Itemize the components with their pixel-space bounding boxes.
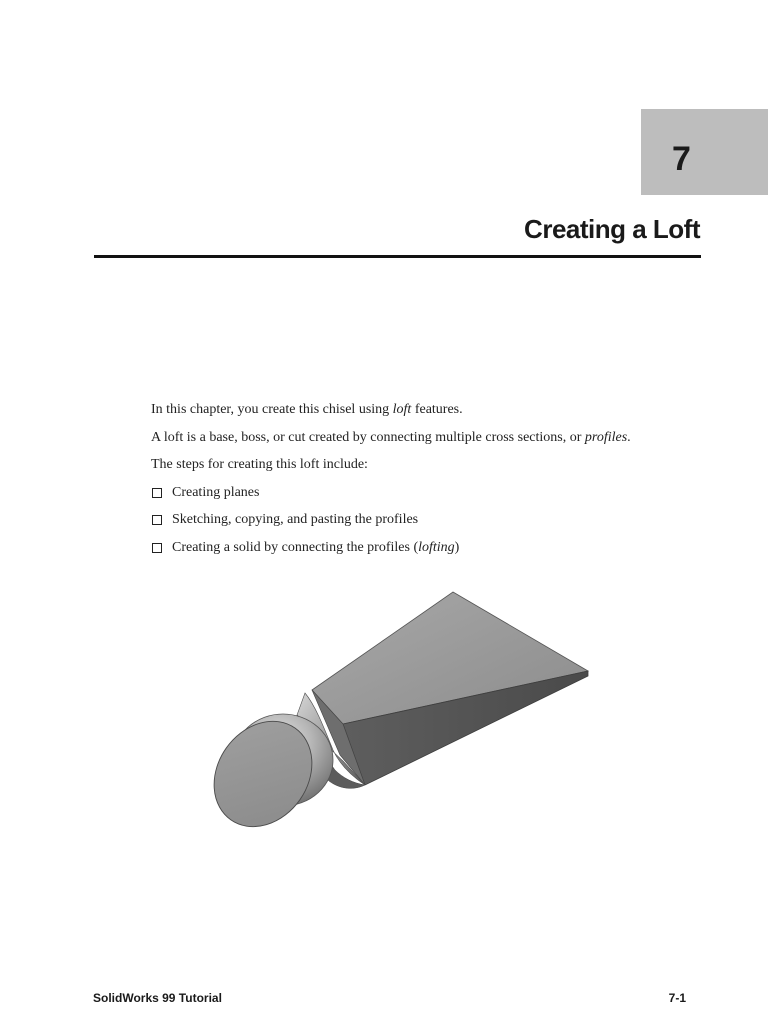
checkbox-icon [152, 515, 162, 525]
intro-paragraph [151, 401, 711, 419]
definition-paragraph [151, 429, 711, 447]
steps-intro: The steps for creating this loft include: [151, 457, 368, 472]
checkbox-icon [152, 488, 162, 498]
step-item [151, 484, 711, 502]
definition-text-end: . [627, 429, 631, 445]
chapter-tab [641, 109, 768, 195]
title-rule [94, 255, 701, 258]
definition-text-start: A loft is a base, boss, or cut created by connecting multiple cross sections, or [151, 429, 585, 445]
step-text-end: ) [454, 539, 460, 555]
step-item [151, 539, 711, 557]
step-text-start: Creating a solid by connecting the profiles ( [172, 539, 419, 555]
step-italic-term: lofting [418, 539, 455, 555]
step-text: Creating planes [172, 484, 260, 500]
intro-italic-term: loft [392, 402, 412, 417]
definition-italic-term: profiles [584, 429, 628, 445]
step-item [151, 511, 711, 529]
chapter-title: Creating a Loft [524, 214, 700, 244]
step-text: Sketching, copying, and pasting the profiles [172, 512, 419, 527]
step-text [172, 539, 459, 557]
chapter-intro [151, 401, 711, 566]
footer-book-title: SolidWorks 99 Tutorial [93, 991, 222, 1005]
chapter-number: 7 [672, 140, 691, 178]
intro-text-start: In this chapter, you create this chisel using [151, 402, 393, 417]
footer-page-number: 7-1 [668, 991, 686, 1005]
chisel-loft-illustration [205, 585, 600, 845]
checkbox-icon [152, 543, 162, 553]
intro-text-end: features. [411, 402, 463, 417]
